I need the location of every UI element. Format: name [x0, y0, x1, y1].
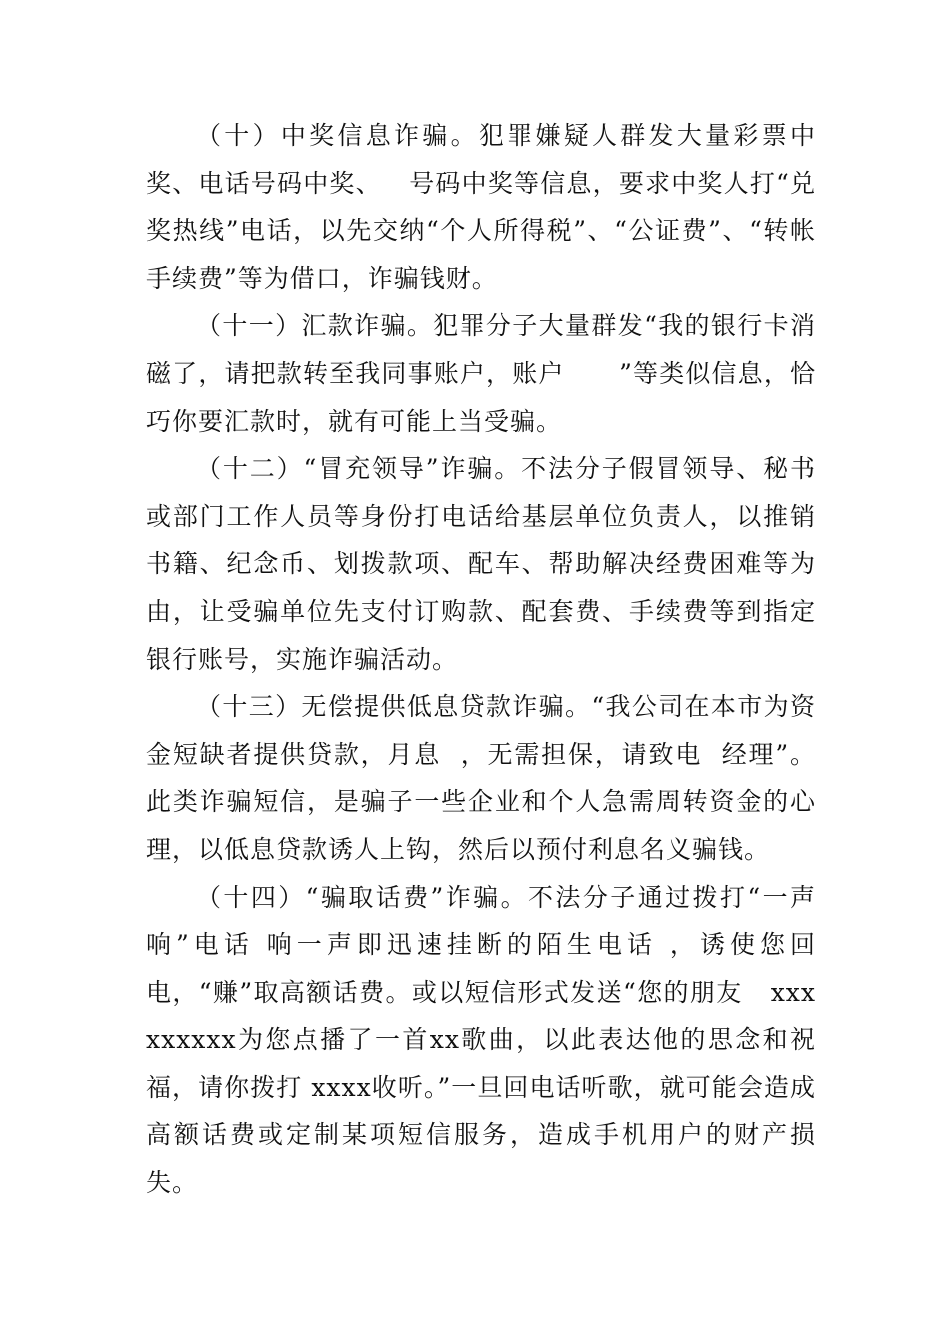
- paragraph-remittance-fraud: （十一）汇款诈骗。犯罪分子大量群发“我的银行卡消磁了，请把款转至我同事账户，账户 ”等类似信息，恰巧你要汇款时，就有可能上当受骗。: [146, 311, 816, 436]
- paragraph-phone-charge-fraud: （十四）“骗取话费”诈骗。不法分子通过拨打“一声响”电话 响一声即迅速挂断的陌生电话 ，诱使您回电，“赚”取高额话费。或以短信形式发送“您的朋友 xxxxxxxxx为您点播了一首xx歌曲，以此表达他的思念和祝福，请你拨打 xxxx收听。”一旦回电话听歌，就可能会造成高额话费或定制某项短信服务，造成手机用户的财产损失。: [146, 882, 816, 1198]
- document-body: [146, 112, 816, 1207]
- paragraph-loan-fraud: （十三）无偿提供低息贷款诈骗。“我公司在本市为资金短缺者提供贷款，月息 ，无需担保，请致电 经理”。此类诈骗短信，是骗子一些企业和个人急需周转资金的心理，以低息贷款诱人上钩，然后以预付利息名义骗钱。: [146, 692, 816, 864]
- paragraph-impersonate-leader-fraud: （十二）“冒充领导”诈骗。不法分子假冒领导、秘书或部门工作人员等身份打电话给基层单位负责人，以推销书籍、纪念币、划拨款项、配车、帮助解决经费困难等为由，让受骗单位先支付订购款、配套费、手续费等到指定银行账号，实施诈骗活动。: [146, 454, 816, 674]
- paragraph-lottery-fraud: （十）中奖信息诈骗。犯罪嫌疑人群发大量彩票中奖、电话号码中奖、 号码中奖等信息，要求中奖人打“兑奖热线”电话，以先交纳“个人所得税”、“公证费”、“转帐手续费”等为借口，诈骗钱财。: [146, 121, 816, 293]
